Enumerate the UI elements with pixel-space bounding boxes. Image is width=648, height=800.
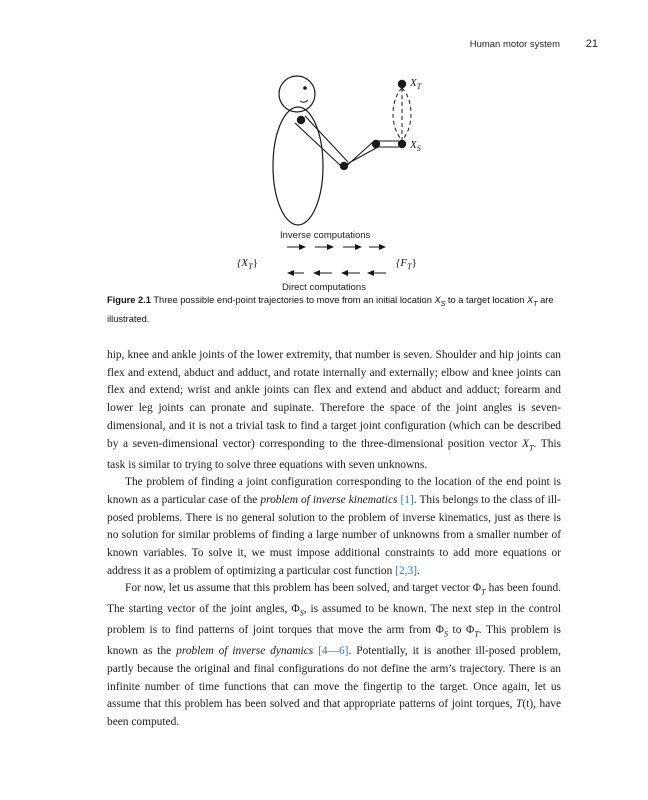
paragraph-2: The problem of finding a joint configuration corresponding to the location of the end point is known as a particular case of the problem of inverse kinematics [1]. This belongs to the class of ill-posed problems. There is no general solution to the problem of inverse kinematics, just as there is no solution for similar problems of finding a large number of unknowns from a smaller number of known variables. To solve it, we must impose additional constraints to add more equations or address it as a problem of optimizing a particular cost function [2,3]. <box>107 476 561 577</box>
start-label: $X_S$ <box>410 139 421 153</box>
paragraph-3: For now, let us assume that this problem has been solved, and target vector $\Phi_T$ has been found. The starting vector of the joint angles, $\Phi_S$, is assumed to be known. The next step in the control problem is to find patterns of joint torques that move the arm from $\Phi_S$ to $\Phi_T$. This problem is known as the problem of inverse dynamics [4—6]. Potentially, it is another ill-posed problem, partly because the original and final configurations do not define the arm’s trajectory. There is an infinite number of time functions that can move the fingertip to the target. Once again, let us assume that this problem has been solved and that appropriate patterns of joint torques, T(t), have been computed. <box>107 582 561 729</box>
caption-label: Figure 2.1 <box>107 295 151 305</box>
elbow-joint <box>340 162 348 170</box>
target-label: $X_T$ <box>410 77 422 91</box>
figure-caption: Figure 2.1 Three possible end-point trajectories to move from an initial location $X_S$ to a target location $X_T$ are illustrated. <box>107 295 554 324</box>
running-head: Human motor system <box>469 39 560 50</box>
arm-diagram <box>0 60 648 300</box>
direct-computations-label: Direct computations <box>282 282 366 293</box>
shoulder-joint <box>297 116 305 124</box>
target-point <box>398 80 406 88</box>
citation-2-3[interactable]: [2,3] <box>395 564 417 577</box>
page-number: 21 <box>585 38 598 50</box>
citation-1[interactable]: [1] <box>400 493 414 506</box>
left-set-label: $\{X_T\}$ <box>237 257 258 271</box>
figure-eye <box>303 86 307 90</box>
trajectory-left <box>393 88 402 140</box>
body-text <box>107 347 561 732</box>
citation-4-6[interactable]: [4—6] <box>318 645 349 658</box>
fingertip-start <box>398 140 406 148</box>
inverse-computations-label: Inverse computations <box>280 230 371 241</box>
figure-2-1 <box>0 60 648 300</box>
wrist-joint <box>372 140 380 148</box>
figure-body <box>273 107 323 225</box>
paragraph-1: hip, knee and ankle joints of the lower extremity, that number is seven. Shoulder and hip joints can flex and extend, abduct and adduct, and rotate internally and externally; elbow and knee joints can flex and extend; wrist and ankle joints can flex and extend and abduct and adduct; forearm and lower leg joints can pronate and supinate. Therefore the space of the joint angles is seven-dimensional, and it is not a trivial task to find a target joint configuration (which can be described by a seven-dimensional vector) corresponding to the three-dimensional position vector $X_T$. This task is similar to trying to solve three equations with seven unknowns. <box>107 349 561 471</box>
right-set-label: $\{F_T\}$ <box>396 257 417 271</box>
page-header <box>0 38 648 54</box>
figure-mouth <box>300 100 308 102</box>
forearm-segment-b <box>347 147 378 164</box>
trajectory-right <box>402 88 411 140</box>
